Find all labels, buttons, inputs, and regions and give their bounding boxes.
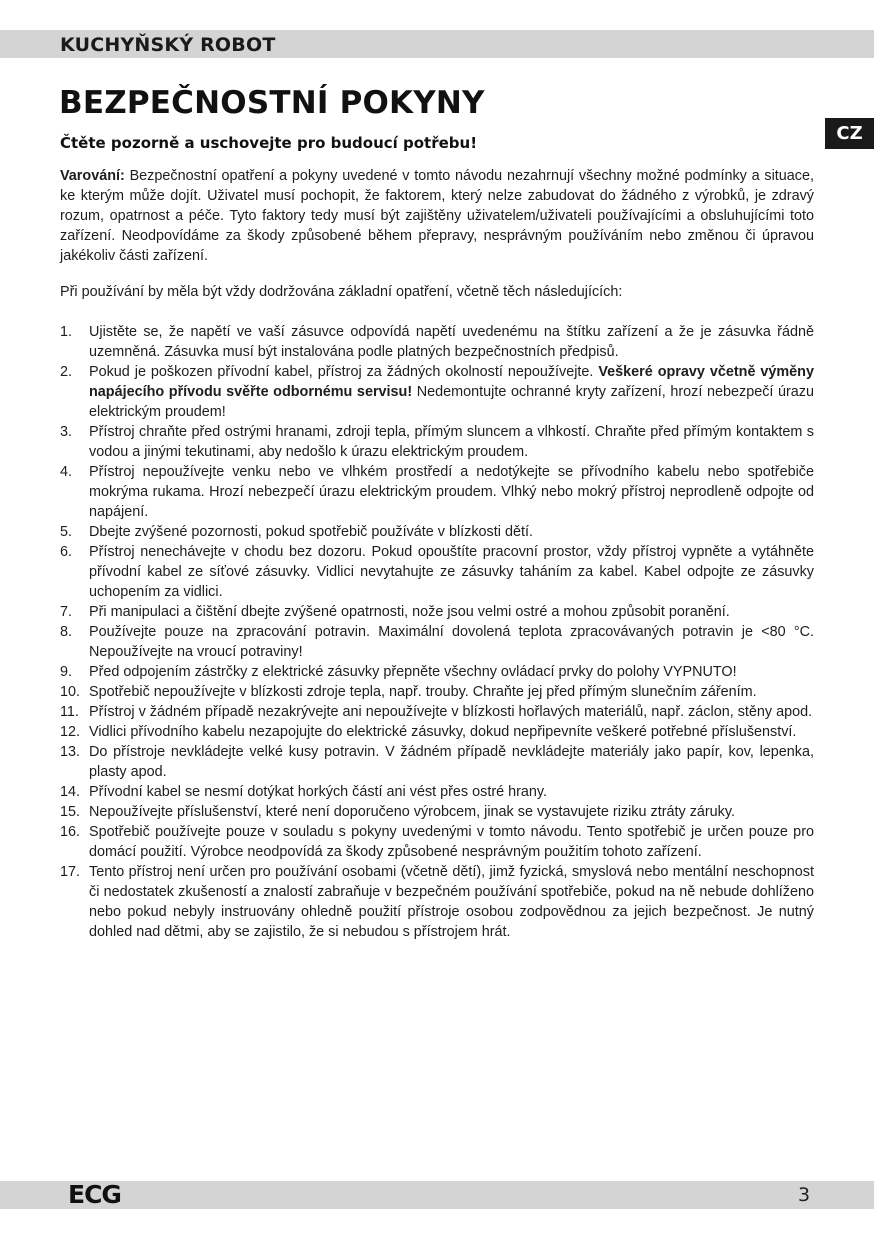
item-number: 6. — [60, 544, 73, 560]
item-text: Přívodní kabel se nesmí dotýkat horkých částí ani vést přes ostré hrany. — [89, 784, 548, 800]
list-item — [60, 822, 814, 862]
item-number: 10. — [60, 684, 81, 700]
list-item — [60, 422, 814, 462]
item-text: Dbejte zvýšené pozornosti, pokud spotřebič používáte v blízkosti dětí. — [89, 524, 533, 540]
list-item — [60, 702, 814, 722]
footer-band — [0, 1181, 874, 1209]
list-item — [60, 742, 814, 782]
item-number: 2. — [60, 364, 73, 380]
item-number: 17. — [60, 864, 81, 880]
item-text: Před odpojením zástrčky z elektrické zásuvky přepněte všechny ovládací prvky do polohy VYPNUTO! — [89, 664, 737, 680]
item-text: Spotřebič používejte pouze v souladu s pokyny uvedenými v tomto návodu. Tento spotřebič je určen pouze pro domácí použití. Výrobce neodpovídá za škody způsobené nesprávným použitím tohoto zařízení. — [89, 824, 814, 860]
list-item — [60, 862, 814, 942]
intro-paragraph: Při používání by měla být vždy dodržována základní opatření, včetně těch následujících: — [60, 284, 623, 300]
page-title: BEZPEČNOSTNÍ POKYNY — [59, 85, 485, 121]
item-number: 4. — [60, 464, 73, 480]
warning-label: Varování: — [60, 168, 125, 184]
item-number: 9. — [60, 664, 73, 680]
list-item — [60, 782, 814, 802]
item-number: 8. — [60, 624, 73, 640]
ecg-logo: ECG — [68, 1180, 121, 1209]
item-text: Pokud je poškozen přívodní kabel, přístroj za žádných okolností nepoužívejte. — [89, 364, 599, 380]
list-item — [60, 722, 814, 742]
list-item — [60, 362, 814, 422]
safety-rules-list — [60, 322, 814, 942]
item-number: 5. — [60, 524, 73, 540]
item-text: Ujistěte se, že napětí ve vaší zásuvce odpovídá napětí uvedenému na štítku zařízení a že je zásuvka řádně uzemněná. Zásuvka musí být instalována podle platných bezpečnostních předpisů. — [89, 324, 814, 360]
list-item — [60, 602, 814, 622]
item-text: Do přístroje nevkládejte velké kusy potravin. V žádném případě nevkládejte materiály jako papír, kov, lepenka, plasty apod. — [89, 744, 814, 780]
item-number: 16. — [60, 824, 81, 840]
list-item — [60, 682, 814, 702]
language-badge: CZ — [825, 118, 874, 149]
list-item — [60, 542, 814, 602]
warning-text: Bezpečnostní opatření a pokyny uvedené v tomto návodu nezahrnují všechny možné podmínky a situace, ke kterým může dojít. Uživatel musí pochopit, že faktorem, který nelze zabudovat do žádného z výrobků, je zdravý rozum, opatrnost a péče. Tyto faktory tedy musí být zajištěny uživatelem/uživateli používajícími a obsluhujícími toto zařízení. Neodpovídáme za škody způsobené během přepravy, nesprávným používáním nebo změnou či úpravou jakékoliv části zařízení. — [60, 168, 814, 264]
list-item — [60, 622, 814, 662]
item-number: 1. — [60, 324, 73, 340]
section-title: KUCHYŇSKÝ ROBOT — [60, 34, 276, 56]
list-item — [60, 802, 814, 822]
item-number: 13. — [60, 744, 81, 760]
item-number: 12. — [60, 724, 81, 740]
item-text: Používejte pouze na zpracování potravin. Maximální dovolená teplota zpracovávaných potravin je <80 °C. Nepoužívejte na vroucí potraviny! — [89, 624, 814, 660]
item-number: 14. — [60, 784, 81, 800]
item-text: Při manipulaci a čištění dbejte zvýšené opatrnosti, nože jsou velmi ostré a mohou způsobit poranění. — [89, 604, 730, 620]
item-text: Přístroj nepoužívejte venku nebo ve vlhkém prostředí a nedotýkejte se přívodního kabelu nebo spotřebiče mokrýma rukama. Hrozí nebezpečí úrazu elektrickým proudem. Vlhký nebo mokrý přístroj neprodleně odpojte od napájení. — [89, 464, 814, 520]
item-text: Spotřebič nepoužívejte v blízkosti zdroje tepla, např. trouby. Chraňte jej před přímým slunečním zářením. — [89, 684, 757, 700]
page-number: 3 — [798, 1184, 811, 1206]
item-text: Přístroj chraňte před ostrými hranami, zdroji tepla, přímým sluncem a vlhkostí. Chraňte před přímým kontaktem s vodou a jinými tekutinami, aby nedošlo k úrazu elektrickým proudem. — [89, 424, 814, 460]
item-number: 7. — [60, 604, 73, 620]
item-text-bold: Veškeré opravy včetně výměny napájecího přívodu svěřte odbornému servisu! — [89, 364, 814, 400]
item-text: Tento přístroj není určen pro používání osobami (včetně dětí), jimž fyzická, smyslová nebo mentální neschopnost či nedostatek zkušeností a znalostí zabraňuje v bezpečném používání spotřebiče, pokud na ně nebude dohlíženo nebo pokud nebyly instruovány ohledně použití přístroje osobou zodpovědnou za jejich bezpečnost. Je nutný dohled nad dětmi, aby se zajistilo, že si nebudou s přístrojem hrát. — [89, 864, 814, 940]
item-number: 15. — [60, 804, 81, 820]
item-text: Přístroj v žádném případě nezakrývejte ani nepoužívejte v blízkosti hořlavých materiálů, např. záclon, stěny apod. — [89, 704, 813, 720]
item-number: 11. — [60, 704, 79, 720]
list-item — [60, 662, 814, 682]
list-item — [60, 522, 814, 542]
item-text: Nepoužívejte příslušenství, které není doporučeno výrobcem, jinak se vystavujete riziku ztráty záruky. — [89, 804, 736, 820]
list-item — [60, 322, 814, 362]
page-subtitle: Čtěte pozorně a uschovejte pro budoucí potřebu! — [60, 134, 478, 152]
item-text: Přístroj nenechávejte v chodu bez dozoru. Pokud opouštíte pracovní prostor, vždy přístroj vypněte a vytáhněte přívodní kabel ze síťové zásuvky. Vidlici nevytahujte ze zásuvky taháním za kabel. Kabel odpojte ze zásuvky uchopením za vidlici. — [89, 544, 814, 600]
item-text: Nedemontujte ochranné kryty zařízení, hrozí nebezpečí úrazu elektrickým proudem! — [89, 384, 815, 420]
list-item — [60, 462, 814, 522]
warning-paragraph — [60, 166, 814, 266]
document-body — [60, 166, 814, 942]
item-number: 3. — [60, 424, 73, 440]
item-text: Vidlici přívodního kabelu nezapojujte do elektrické zásuvky, dokud nepřipevníte veškeré potřebné příslušenství. — [89, 724, 797, 740]
